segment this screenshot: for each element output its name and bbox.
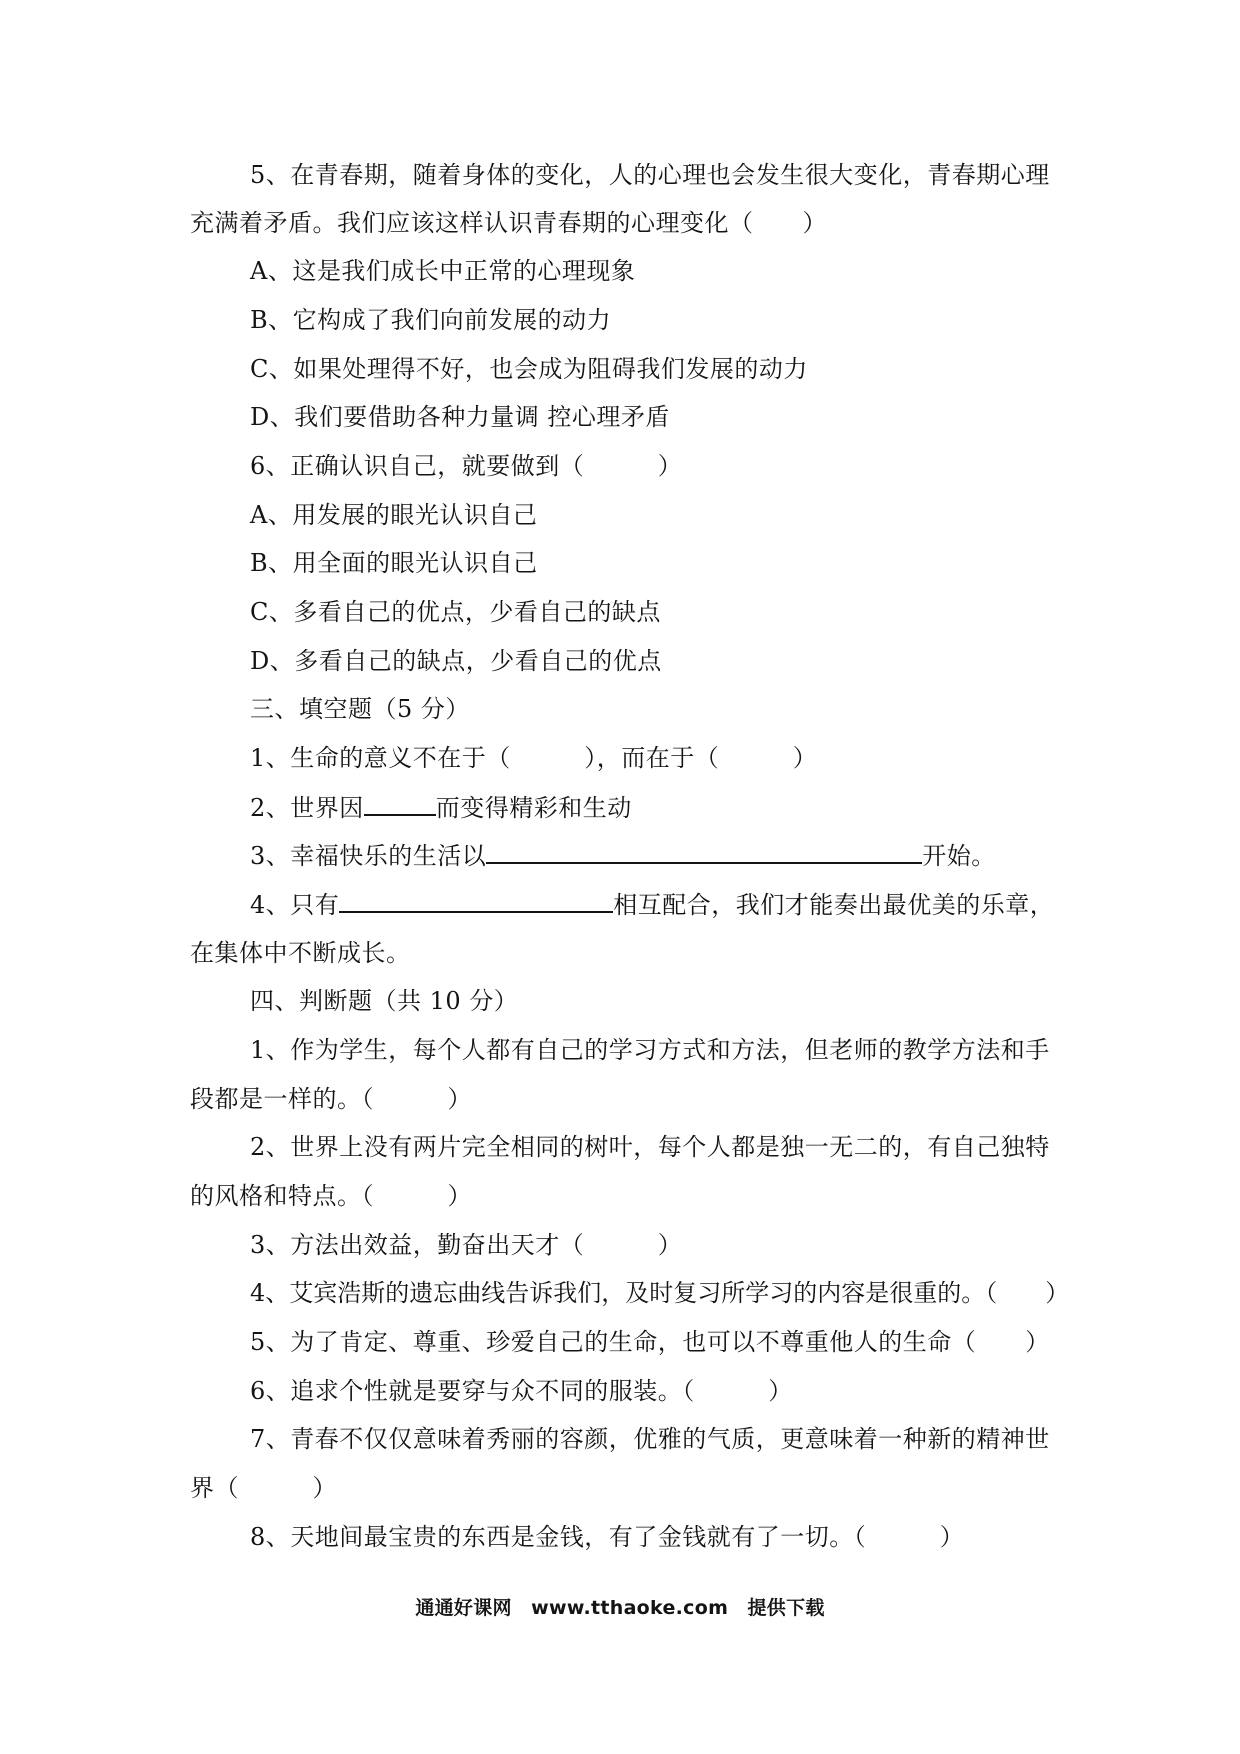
fill-blank-3-suffix: 开始。	[922, 842, 996, 870]
judge-3: 3、方法出效益，勤奋出天才（ ）	[250, 1231, 683, 1259]
question-6-option-a: A、用发展的眼光认识自己	[250, 501, 538, 529]
judge-2-line-2: 的风格和特点。（ ）	[190, 1182, 472, 1210]
question-5-option-b: B、它构成了我们向前发展的动力	[250, 306, 612, 334]
blank-line	[486, 840, 922, 864]
question-5-option-a: A、这是我们成长中正常的心理现象	[250, 257, 636, 285]
fill-blank-2-prefix: 2、世界因	[250, 794, 364, 822]
question-6-option-b: B、用全面的眼光认识自己	[250, 549, 538, 577]
blank-line	[364, 792, 436, 816]
question-6-stem: 6、正确认识自己，就要做到（ ）	[250, 452, 683, 480]
judge-1-line-2: 段都是一样的。（ ）	[190, 1085, 472, 1113]
fill-blank-3-prefix: 3、幸福快乐的生活以	[250, 842, 487, 870]
judge-6: 6、追求个性就是要穿与众不同的服装。（ ）	[250, 1377, 793, 1405]
judge-7-line-2: 界（ ）	[190, 1474, 337, 1502]
question-5-option-c: C、如果处理得不好，也会成为阻碍我们发展的动力	[250, 355, 808, 383]
fill-blank-1: 1、生命的意义不在于（ ），而在于（ ）	[250, 744, 818, 772]
fill-blank-4	[250, 889, 1054, 920]
question-6-option-c: C、多看自己的优点，少看自己的缺点	[250, 598, 661, 626]
fill-blank-2-suffix: 而变得精彩和生动	[435, 794, 632, 822]
judge-5: 5、为了肯定、尊重、珍爱自己的生命，也可以不尊重他人的生命（ ）	[250, 1328, 1050, 1356]
judge-4: 4、艾宾浩斯的遗忘曲线告诉我们，及时复习所学习的内容是很重的。（ ）	[250, 1279, 1070, 1307]
fill-blank-2	[250, 792, 632, 823]
judge-7-line-1: 7、青春不仅仅意味着秀丽的容颜，优雅的气质，更意味着一种新的精神世	[250, 1425, 1050, 1453]
fill-blank-4-prefix: 4、只有	[250, 891, 340, 919]
fill-blank-3	[250, 840, 996, 871]
judge-8: 8、天地间最宝贵的东西是金钱，有了金钱就有了一切。（ ）	[250, 1523, 965, 1551]
fill-blank-4-suffix: 相互配合，我们才能奏出最优美的乐章，	[613, 891, 1055, 919]
question-6-option-d: D、多看自己的缺点，少看自己的优点	[250, 647, 662, 675]
judge-2-line-1: 2、世界上没有两片完全相同的树叶，每个人都是独一无二的，有自己独特	[250, 1133, 1050, 1161]
question-5-option-d: D、我们要借助各种力量调 控心理矛盾	[250, 403, 670, 431]
page-footer: 通通好课网 www.tthaoke.com 提供下载	[415, 1597, 825, 1619]
question-5-line-1: 5、在青春期，随着身体的变化，人的心理也会发生很大变化，青春期心理	[250, 161, 1050, 189]
section-3-heading: 三、填空题（5 分）	[250, 695, 470, 723]
fill-blank-4-line-2: 在集体中不断成长。	[190, 939, 411, 967]
section-4-heading: 四、判断题（共 10 分）	[250, 987, 519, 1015]
blank-line	[339, 889, 613, 913]
question-5-line-2: 充满着矛盾。我们应该这样认识青春期的心理变化（ ）	[190, 209, 827, 237]
judge-1-line-1: 1、作为学生，每个人都有自己的学习方式和方法，但老师的教学方法和手	[250, 1036, 1050, 1064]
